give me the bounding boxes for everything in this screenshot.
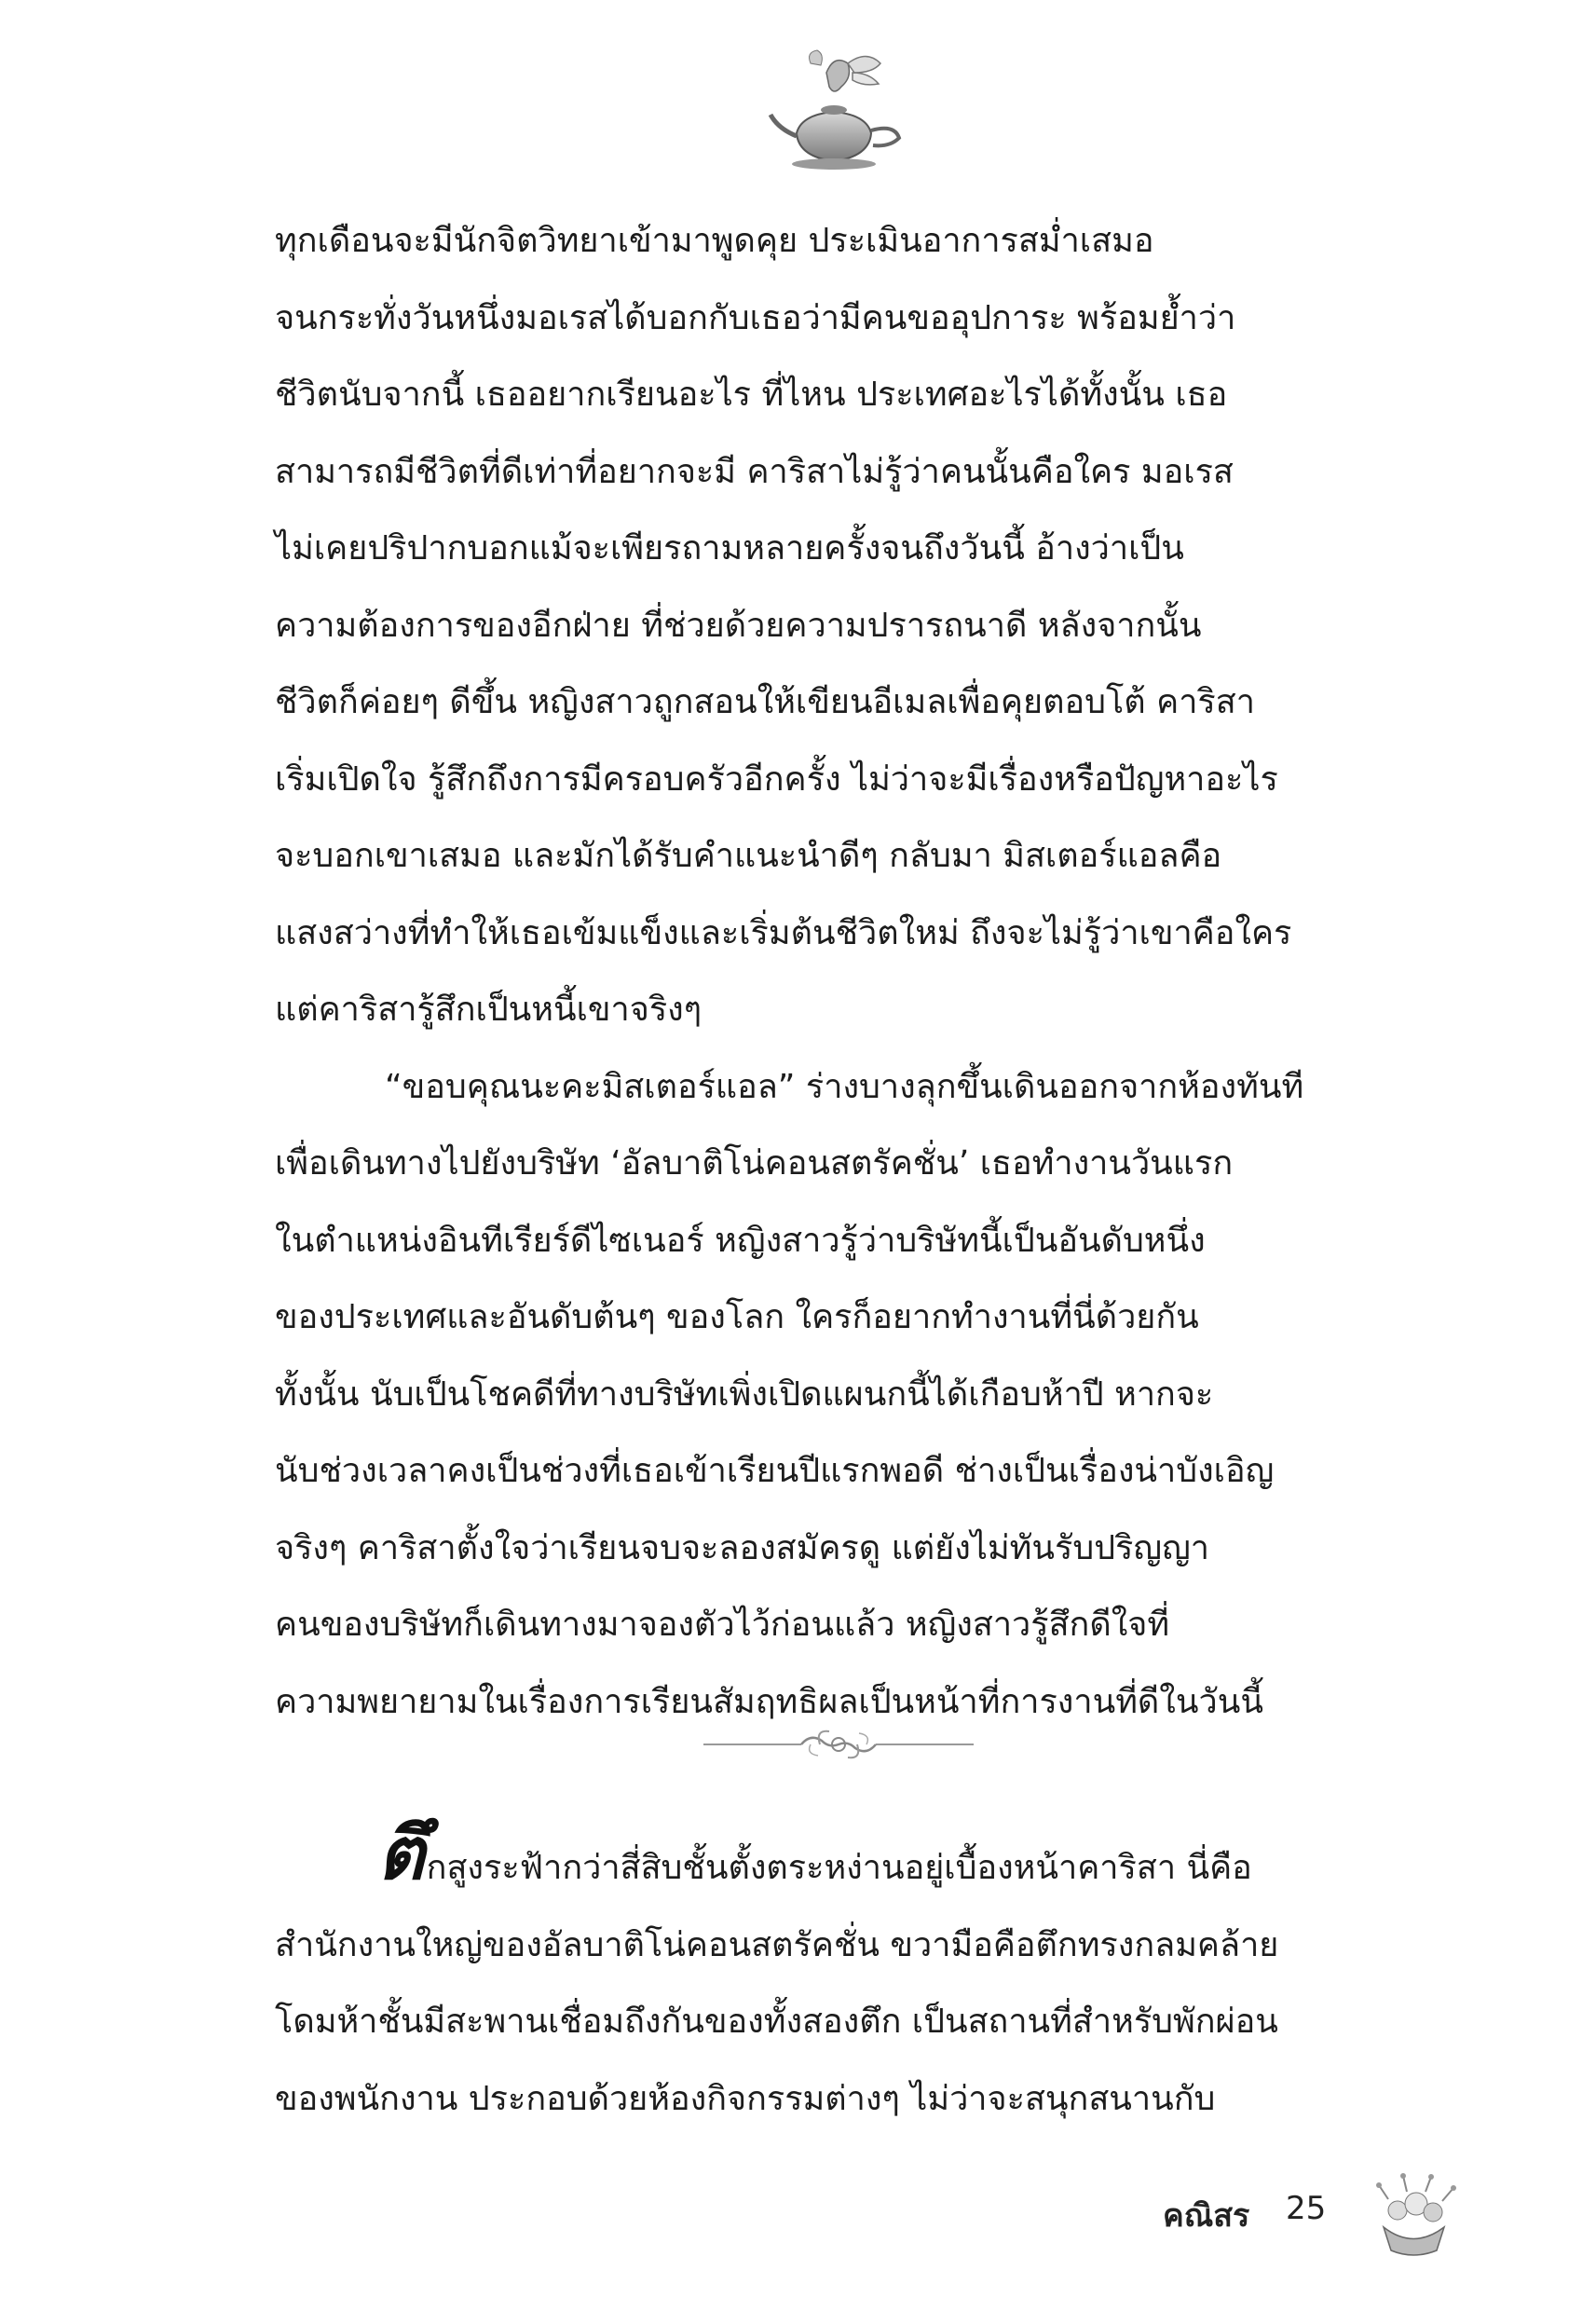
text-line: กสูงระฟ้ากว่าสี่สิบชั้นตั้งตระหง่านอยู่เบื้องหน้าคาริสา นี่คือ [426,1849,1252,1887]
page-number: 25 [1286,2190,1327,2227]
text-line: “ขอบคุณนะคะมิสเตอร์แอล” ร่างบางลุกขึ้นเดินออกจากห้องทันที [385,1067,1304,1106]
text-line: ชีวิตนับจากนี้ เธออยากเรียนอะไร ที่ไหน ประเทศอะไรได้ทั้งนั้น เธอ [275,376,1228,414]
teapot-cupid-icon [759,45,908,185]
scroll-divider-icon [699,1716,978,1772]
text-line: เพื่อเดินทางไปยังบริษัท ‘อัลบาติโน่คอนสตรัคชั่น’ เธอทำงานวันแรก [275,1144,1234,1183]
text-line: ของพนักงาน ประกอบด้วยห้องกิจกรรมต่างๆ ไม่ว่าจะสนุกสนานกับ [275,2079,1216,2118]
text-line: ไม่เคยปริปากบอกแม้จะเพียรถามหลายครั้งจนถึงวันนี้ อ้างว่าเป็น [275,529,1184,567]
text-line: ความต้องการของอีกฝ่าย ที่ช่วยด้วยความปรารถนาดี หลังจากนั้น [275,606,1202,645]
page-footer [1127,2171,1463,2274]
book-title: คณิสร [1163,2197,1250,2235]
text-line: สำนักงานใหญ่ของอัลบาติโน่คอนสตรัคชั่น ขวามือคือตึกทรงกลมคล้าย [275,1925,1279,1964]
text-line: คนของบริษัทก็เดินทางมาจองตัวไว้ก่อนแล้ว หญิงสาวรู้สึกดีใจที่ [275,1606,1170,1644]
text-line: ของประเทศและอันดับต้นๆ ของโลก ใครก็อยากทำงานที่นี่ด้วยกัน [275,1298,1199,1336]
chapter-body [275,203,1407,1741]
text-line: ชีวิตก็ค่อยๆ ดีขึ้น หญิงสาวถูกสอนให้เขียนอีเมลเพื่อคุยตอบโต้ คาริสา [275,683,1255,721]
flower-basket-icon [1370,2171,1458,2260]
text-line: โดมห้าชั้นมีสะพานเชื่อมถึงกันของทั้งสองตึก เป็นสถานที่สำหรับพักผ่อน [275,2003,1278,2041]
text-line: จะบอกเขาเสมอ และมักได้รับคำแนะนำดีๆ กลับมา มิสเตอร์แอลคือ [275,837,1222,875]
section-2 [275,1812,1407,2138]
drop-cap: ตึ [377,1812,425,1896]
text-line: จนกระทั่งวันหนึ่งมอเรสได้บอกกับเธอว่ามีคนขออุปการะ พร้อมย้ำว่า [275,298,1236,337]
text-line: ความพยายามในเรื่องการเรียนสัมฤทธิผลเป็นหน้าที่การงานที่ดีในวันนี้ [275,1682,1263,1721]
text-line: แสงสว่างที่ทำให้เธอเข้มแข็งและเริ่มต้นชีวิตใหม่ ถึงจะไม่รู้ว่าเขาคือใคร [275,913,1292,952]
text-line: เริ่มเปิดใจ รู้สึกถึงการมีครอบครัวอีกครั้ง ไม่ว่าจะมีเรื่องหรือปัญหาอะไร [275,759,1278,799]
text-line: แต่คาริสารู้สึกเป็นหนี้เขาจริงๆ [275,991,703,1029]
text-line: นับช่วงเวลาคงเป็นช่วงที่เธอเข้าเรียนปีแรกพอดี ช่างเป็นเรื่องน่าบังเอิญ [275,1452,1275,1490]
paragraph-1 [275,203,1407,1049]
paragraph-2 [275,1049,1407,1742]
text-line: ทุกเดือนจะมีนักจิตวิทยาเข้ามาพูดคุย ประเมินอาการสม่ำเสมอ [275,222,1154,260]
text-line: สามารถมีชีวิตที่ดีเท่าที่อยากจะมี คาริสาไม่รู้ว่าคนนั้นคือใคร มอเรส [275,452,1234,491]
paragraph-3 [275,1812,1407,2138]
text-line: ทั้งนั้น นับเป็นโชคดีที่ทางบริษัทเพิ่งเปิดแผนกนี้ได้เกือบห้าปี หากจะ [275,1374,1214,1414]
text-line: ในตำแหน่งอินทีเรียร์ดีไซเนอร์ หญิงสาวรู้ว่าบริษัทนี้เป็นอันดับหนึ่ง [275,1221,1206,1260]
text-line: จริงๆ คาริสาตั้งใจว่าเรียนจบจะลองสมัครดู แต่ยังไม่ทันรับปริญญา [275,1528,1209,1567]
